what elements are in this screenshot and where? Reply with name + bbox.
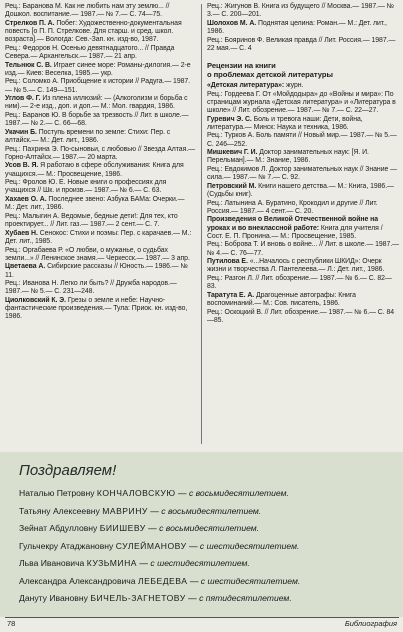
congratulation-line [19, 506, 261, 516]
review-entry: «Детская литература»: журн. [207, 81, 304, 89]
review-entry: Мишкевич Г. И. Доктор занимательных наук: [Я. И. Перельман].— М.: Знание, 1986. [207, 149, 369, 165]
review-entry: Рец.: Латынина А. Буратино, Крокодил и другие // Лит. Россия.— 1987.— 4 сент.— С. 20. [207, 199, 378, 215]
review-entry: Рец.: Оскоцкий В. // Лит. обозрение.— 1987.— № 6.— С. 84—85. [207, 308, 395, 324]
congratulation-line [19, 523, 259, 533]
congratulation-surname: КУЗЬМИНА [86, 558, 138, 568]
bibliography-entry: Цветаева А. Сибирские рассказы // Юность.— 1986.— № 11. [5, 263, 188, 279]
congratulation-line [19, 576, 300, 586]
bibliography-entry: Рец.: Баранова М. Как не любить нам эту землю... // Дошкол. воспитание.— 1987.— № 7.— С. 74—75. [5, 3, 170, 19]
bibliography-entry: Укачин Б. Поступь времени по земле: Стихи: Пер. с алтайск.— М.: Дет. лит., 1986. [5, 128, 171, 144]
right-column [207, 3, 399, 325]
congratulation-surname: БИИШЕВУ [99, 523, 146, 533]
entry-author: Мишкевич Г. И. [207, 149, 258, 157]
entry-author: Усов В. Я. [5, 162, 39, 170]
bibliography-entry: Рец.: Соломко А. Приобщение к истории // Радуга.— 1987.— № 5.— С. 149—151. [5, 78, 191, 94]
congratulation-wish: — с восьмидесятилетием. [145, 523, 260, 533]
entry-author: «Детская литература»: [207, 81, 285, 89]
bibliography-entry: Шолохов М. А. Поднятая целина: Роман.— М.: Дет. лит., 1986. [207, 19, 387, 35]
bibliography-entry: Рец.: Пахрина Э. По-сыновьи, с любовью // Звезда Алтая.— Горно-Алтайск.— 1987.— 20 марта. [5, 145, 195, 161]
left-column [5, 3, 195, 322]
review-entry: Гуревич Э. С. Боль и тревога наши: Дети, война, литература.— Минск: Наука и техника, 1986. [207, 115, 363, 131]
congratulations-box [0, 452, 403, 617]
entry-author: Углов Ф. Г. [5, 95, 41, 103]
review-entry: Рец.: Гордеева Г. От «Мойдодыра» до «Войны и мира»: По страницам журнала «Детская литература» и «Литература в школе» // Лит. обозрение.— 1987.— № 7.— С. 22—27. [207, 90, 396, 114]
footer-section-name: Библиография [344, 619, 397, 628]
bibliography-entry: Рец.: Жигунов В. Книга из будущего // Москва.— 1987.— № 3.— С. 200—201. [207, 3, 395, 19]
entry-author: Цветаева А. [5, 263, 46, 271]
review-entry: Рец.: Евдокимов Л. Доктор занимательных наук // Знание — сила.— 1987.— № 7.— С. 92. [207, 166, 397, 182]
congratulation-surname: СУЛЕЙМАНОВУ [115, 540, 187, 551]
bibliography-entry: Хубаев Н. Сенокос: Стихи и поэмы: Пер. с карачаев.— М.: Дет. лит., 1985. [5, 229, 192, 245]
congratulation-surname: ЛЕБЕДЕВА [137, 575, 188, 586]
entry-author: Тельнюк С. В. [5, 61, 52, 69]
bibliography-entry: Циолковский К. Э. Грезы о земле и небе: Научно-фантастические произведения.— Тула: Приок. кн. изд-во, 1986. [5, 296, 188, 321]
bibliography-entry: Стрелков П. А. Побег: Художественно-документальная повесть [о П. П. Стрелкове. Для старш. и сред. школ. возраста].— Вологда: Сев.-Зап. кн. изд-во, 1987. [5, 19, 182, 44]
congratulation-name: Зейнат Абдулловну [19, 523, 100, 533]
entry-author: Стрелков П. А. [5, 19, 55, 27]
congratulation-wish: — с пятидесятилетием. [185, 593, 292, 603]
congratulation-line [19, 488, 289, 498]
bibliography-entry: Тельнюк С. В. Играет синее море: Романы-дилогия.— 2-е изд.— Киев: Веселка, 1985.— укр. [5, 61, 191, 77]
congratulation-line [19, 541, 299, 551]
review-entry: Петровский М. Книги нашего детства.— М.: Книга, 1986.— (Судьбы книг). [207, 182, 394, 198]
entry-author: Петровский М. [207, 182, 257, 190]
congratulation-name: Татьяну Алексеевну [19, 505, 103, 516]
entry-author: Циолковский К. Э. [5, 296, 66, 304]
bibliography-entry: Рец.: Федоров Н. Осенью девятнадцатого... // Правда Севера.— Архангельск.— 1987.— 21 апр. [5, 44, 175, 60]
review-entry: Рец.: Разгон Л. // Лит. обозрение.— 1987.— № 6.— С. 82—83. [207, 275, 392, 291]
bibliography-entry: Рец.: Малыгин А. Ведомые, бедные дети!: Для тех, кто проектирует... // Лит. газ.— 1987.— 2 сент.— С. 7. [5, 212, 178, 229]
congratulation-wish: — с шестидесятилетием. [186, 540, 300, 551]
bibliography-entry: Рец.: Оргабаева Р. «О любви, о мужанье, о судьбах земли...» // Ленинское знамя.— Черкесск.— 1987.— 3 апр. [5, 246, 190, 262]
entry-author: Гуревич Э. С. [207, 115, 252, 123]
entry-author: Таратута Е. А. [207, 291, 255, 299]
bibliography-entry: Рец.: Бояринов Ф. Великая правда // Лит. Россия.— 1987.— 22 мая.— С. 4 [207, 36, 396, 52]
congratulation-line [19, 558, 250, 568]
entry-author: Шолохов М. А. [207, 19, 257, 27]
entry-author: Хахаев О. А. [5, 196, 47, 204]
entry-author: Хубаев Н. [5, 229, 38, 237]
bibliography-entry: Усов В. Я. Я работаю в сфере обслуживания: Книга для учащихся.— М.: Просвещение, 1986. [5, 162, 184, 178]
bibliography-entry: Углов Ф. Г. Из плена иллюзий: — (Алкоголизм и борьба с ним).— 2-е изд., доп. и доп.— М.: Мол. гвардия, 1986. [5, 95, 188, 111]
page-number: 78 [7, 619, 16, 628]
bibliography-entry: Рец.: Баранов Ю. В борьбе за трезвость // Лит. в школе.— 1987.— № 2.— С. 66—68. [5, 112, 189, 128]
bibliography-entry: Рец.: Фролов Ю. Е. Новые книги о профессиях для учащихся // Шк. и произв.— 1987.— № 6.— С. 63. [5, 179, 167, 195]
review-entry: Таратута Е. А. Драгоценные автографы: Книга воспоминаний.— М.: Сов. писатель, 1986. [207, 291, 356, 307]
congratulations-title: Поздравляем! [19, 462, 117, 479]
congratulation-name: Дануту Ивановну [19, 593, 91, 603]
congratulation-name: Гульчекру Атаджановну [19, 540, 116, 551]
entry-author: Укачин Б. [5, 128, 37, 136]
congratulation-name: Льва Ивановича [19, 558, 87, 568]
congratulation-surname: КОНЧАЛОВСКУЮ [96, 488, 176, 498]
column-divider [201, 4, 202, 444]
entry-author: Путилова Е. [207, 258, 248, 266]
review-entry: Рец.: Турков А. Боль памяти // Новый мир.— 1987.— № 5.— С. 246—252. [207, 132, 397, 148]
congratulation-wish: — с шестидесятилетием. [187, 575, 301, 586]
congratulation-surname: МАВРИНУ [102, 505, 148, 516]
review-entry: Путилова Е. «...Началось с республики ШКИД»: Очерк жизни и творчества Л. Пантелеева.— Л.: Дет. лит., 1986. [207, 258, 385, 274]
bibliography-entry: Хахаев О. А. Последнее звено: Азбука БАМа: Очерки.— М.: Дет. лит., 1986. [5, 196, 185, 212]
entry-author: Произведения о Великой Отечественной войне на уроках и во внеклассной работе: [207, 216, 379, 232]
right-column-top-entries [207, 3, 399, 53]
congratulation-line [19, 593, 292, 603]
bibliography-entry: Рец.: Иванова Н. Легко ли быть? // Дружба народов.— 1987.— № 5.— С. 231—248. [5, 280, 177, 296]
section-title-reviews: Рецензии на книги о проблемах детской литературы [207, 60, 333, 79]
congratulation-wish: — с восьмидесятилетием. [175, 488, 289, 498]
congratulation-wish: — с восьмидесятилетием. [147, 505, 262, 516]
congratulation-name: Наталью Петровну [19, 488, 97, 498]
congratulation-surname: БИЧЕЛЬ-ЗАГНЕТОВУ [90, 593, 186, 603]
congratulation-wish: — с шестидесятилетием. [137, 558, 250, 568]
congratulation-name: Александра Александровича [19, 575, 138, 586]
review-entry: Произведения о Великой Отечественной войне на уроках и во внеклассной работе: Книга для учителя / Сост. Е. П. Пронина.— М.: Просвещение, 1985. [207, 216, 383, 240]
right-column-bottom-entries [207, 82, 399, 325]
review-entry: Рец.: Боброва Т. И вновь о войне... // Лит. в школе.— 1987.— № 4.— С. 76—77. [207, 241, 399, 257]
footer-rule [5, 617, 399, 618]
